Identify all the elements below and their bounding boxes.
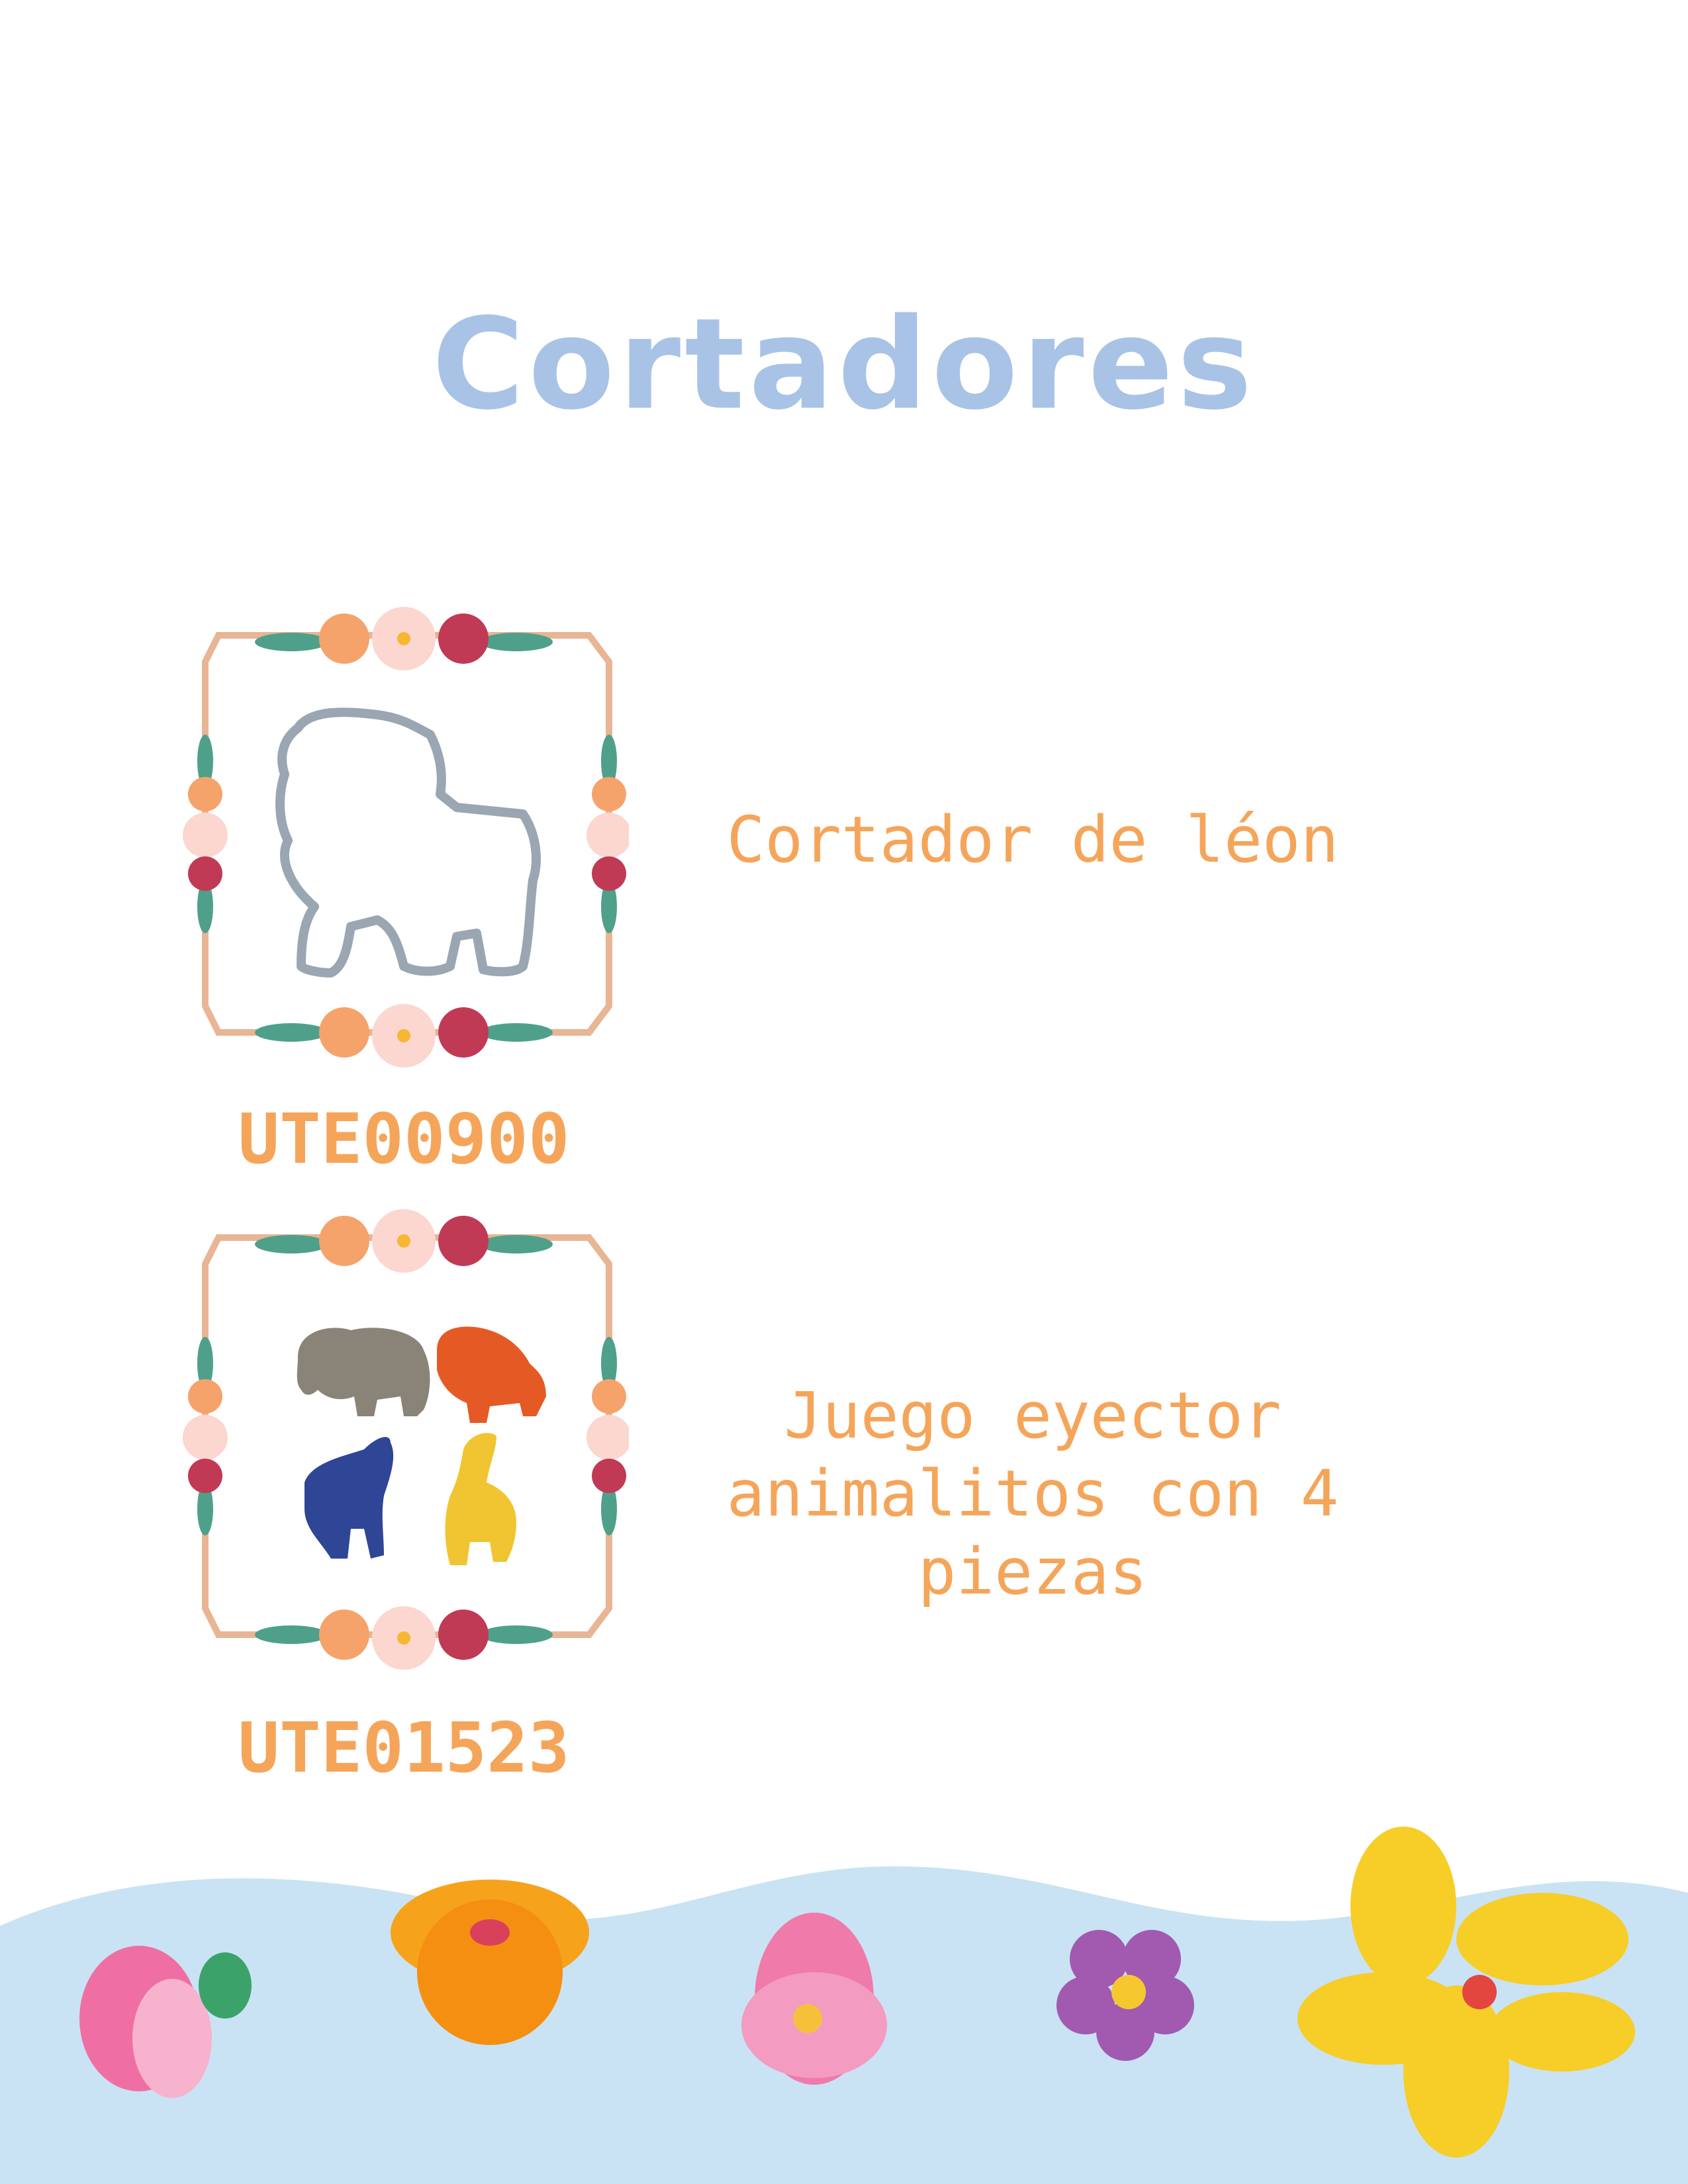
description-line: Juego eyector — [784, 1379, 1282, 1453]
product-frame-lion — [179, 596, 629, 1072]
description-line: Cortador de léon — [726, 803, 1339, 877]
lion-cutter-icon — [437, 1326, 546, 1423]
flower-cluster-right-icon — [586, 735, 629, 933]
elephant-cutter-icon — [297, 1328, 430, 1416]
flower-cluster-bottom-icon — [255, 1606, 553, 1670]
description-line: animalitos con 4 piezas — [726, 1457, 1339, 1609]
horse-cutter-icon — [305, 1437, 393, 1559]
giraffe-cutter-icon — [445, 1433, 517, 1565]
footer-decoration — [0, 1827, 1688, 2184]
product-description — [702, 801, 1364, 879]
flower-cluster-top-icon — [255, 607, 553, 670]
product-code: UTE01523 — [238, 1707, 570, 1788]
floral-frame — [179, 1198, 629, 1674]
flower-cluster-left-icon — [183, 1337, 228, 1535]
flower-cluster-bottom-icon — [255, 1004, 553, 1068]
product-frame-animals — [179, 1198, 629, 1674]
floral-frame — [179, 596, 629, 1072]
flower-cluster-top-icon — [255, 1209, 553, 1273]
flower-cluster-right-icon — [586, 1337, 629, 1535]
product-code: UTE00900 — [238, 1099, 570, 1179]
lion-cutter-image — [280, 712, 536, 973]
flower-cluster-left-icon — [183, 735, 228, 933]
product-description — [635, 1377, 1430, 1611]
page-title: Cortadores — [432, 291, 1256, 437]
